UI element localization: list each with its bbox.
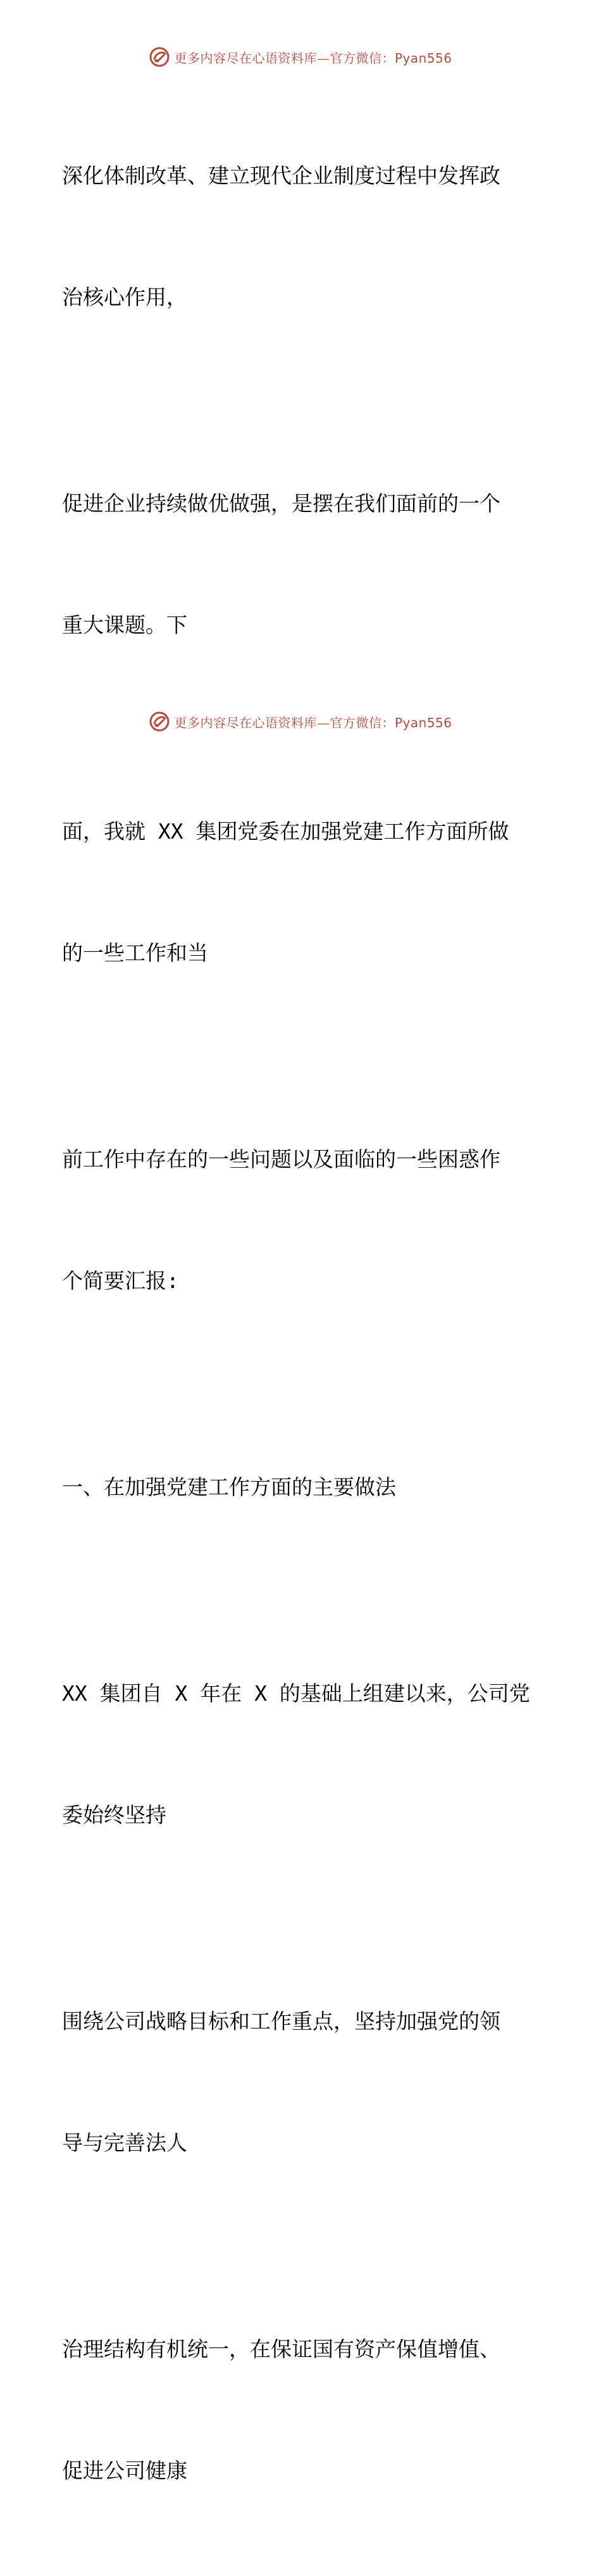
watermark-handle: Pyan556 (394, 50, 452, 66)
text-line: 促进公司健康 (62, 2458, 187, 2483)
text-line: 围绕公司战略目标和工作重点，坚持加强党的领 (62, 2009, 500, 2034)
paragraph-1 (62, 75, 543, 399)
heading-line: 一、在加强党建工作方面的主要做法 (62, 1475, 396, 1499)
watermark-label: 更多内容尽在心语资料库—官方微信： (174, 715, 395, 730)
paragraph-2 (62, 403, 543, 727)
text-line: 委始终坚持 (62, 1803, 166, 1827)
text-line: 的一些工作和当 (62, 941, 208, 965)
text-line: 个简要汇报: (62, 1268, 179, 1293)
watermark-label: 更多内容尽在心语资料库—官方微信： (174, 50, 395, 66)
text-line: 治理结构有机统一，在保证国有资产保值增值、 (62, 2337, 500, 2361)
text-line: XX 集团自 X 年在 X 的基础上组建以来，公司党 (62, 1681, 530, 1706)
text-line: 前工作中存在的一些问题以及面临的一些困惑作 (62, 1147, 500, 1172)
paragraph-3 (62, 730, 543, 1054)
watermark-handle: Pyan556 (394, 715, 452, 730)
paragraph-4 (62, 1058, 543, 1382)
watermark-text (174, 713, 452, 731)
watermark-banner-bottom (0, 709, 601, 734)
text-line: 治核心作用， (62, 285, 187, 309)
watermark-banner-top (0, 44, 601, 70)
section-heading (62, 1386, 543, 1589)
watermark-text (174, 48, 452, 66)
text-line: 重大课题。下 (62, 613, 187, 637)
text-line: 导与完善法人 (62, 2130, 187, 2155)
document-body (62, 75, 543, 2576)
paragraph-6 (62, 1920, 543, 2244)
text-line: 促进企业持续做优做强，是摆在我们面前的一个 (62, 491, 500, 516)
paragraph-5 (62, 1592, 543, 1916)
paragraph-7 (62, 2248, 543, 2572)
seal-logo-icon (149, 46, 170, 68)
text-line: 面，我就 XX 集团党委在加强党建工作方面所做 (62, 819, 509, 844)
seal-logo-icon (149, 711, 170, 732)
text-line: 深化体制改革、建立现代企业制度过程中发挥政 (62, 163, 500, 188)
